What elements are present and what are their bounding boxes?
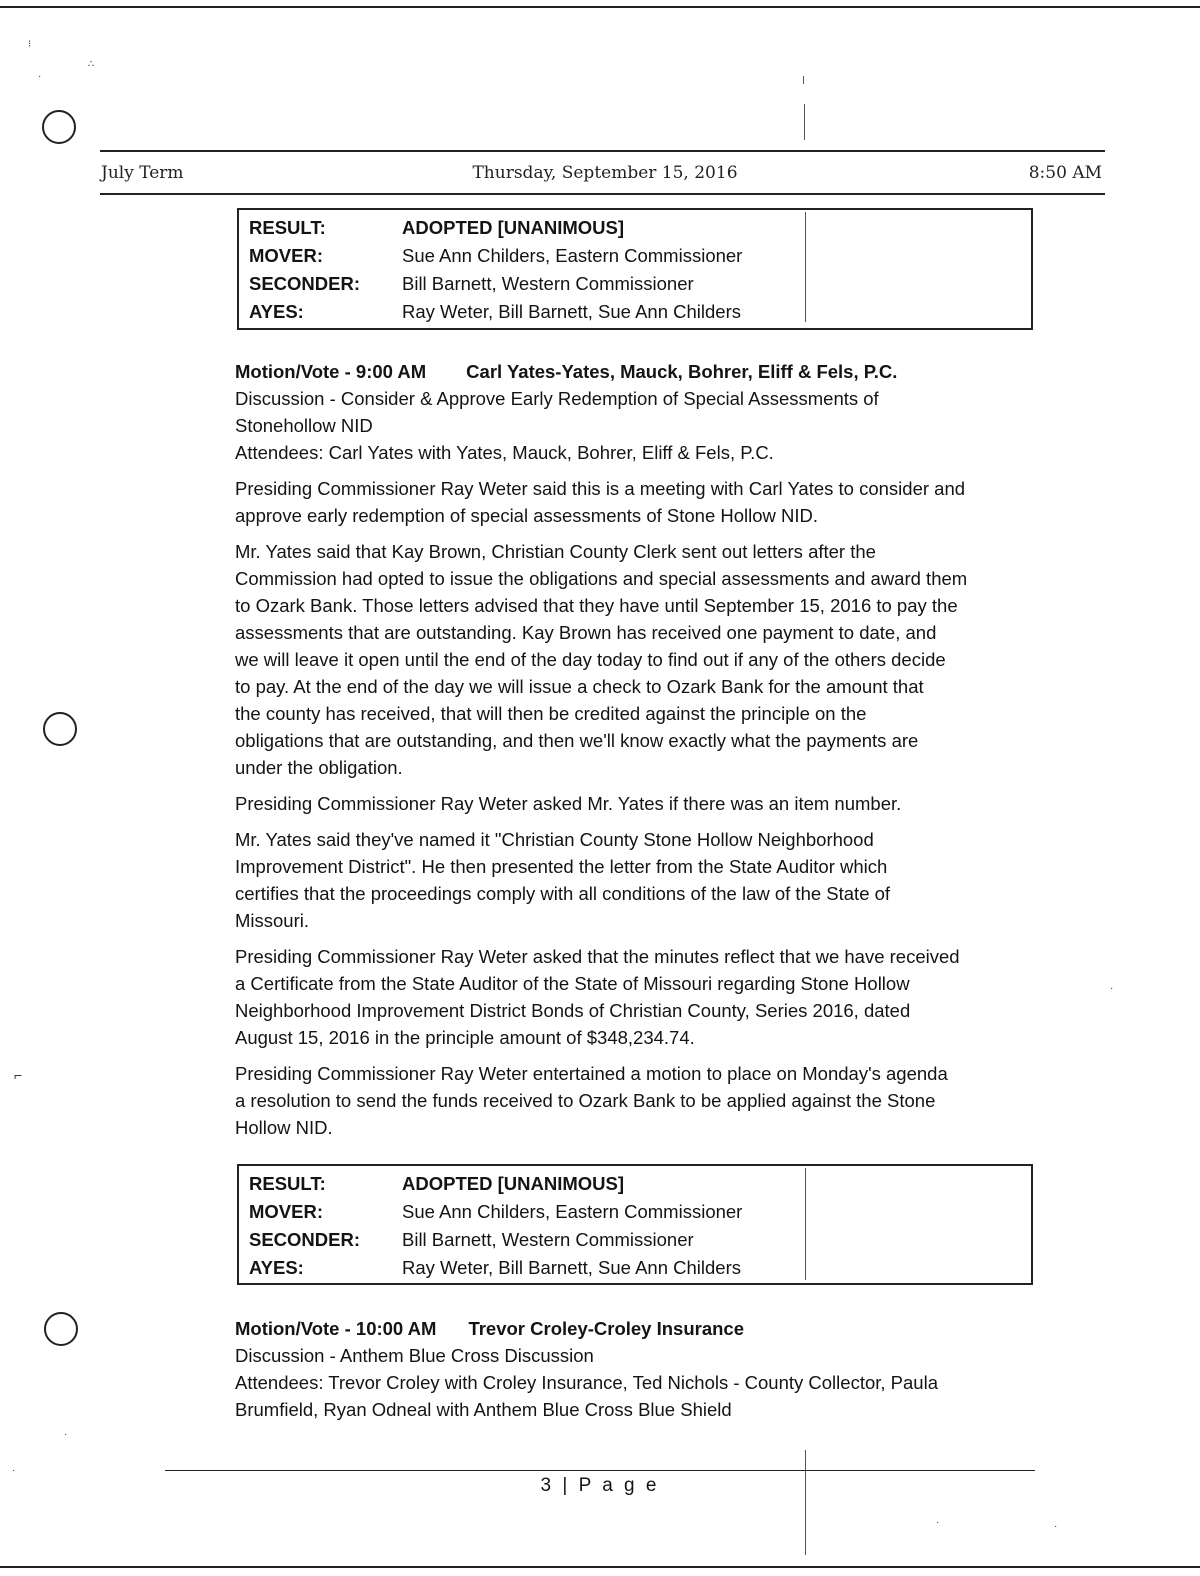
vote-key: SECONDER: <box>249 1229 361 1250</box>
text-line: Presiding Commissioner Ray Weter asked that the minutes reflect that we have received <box>235 946 960 967</box>
vote-value: ADOPTED [UNANIMOUS] <box>402 217 624 238</box>
text-line: under the obligation. <box>235 757 403 778</box>
vote-row-mover <box>249 242 1021 270</box>
text-line: to Ozark Bank. Those letters advised that they have until September 15, 2016 to pay the <box>235 595 958 616</box>
text-line: obligations that are outstanding, and then we'll know exactly what the payments are <box>235 730 919 751</box>
scan-speck-icon: ⌐ <box>14 1067 23 1083</box>
agenda-section-1 <box>235 358 1040 1150</box>
vote-row-result <box>249 1170 1021 1198</box>
vote-key: MOVER: <box>249 1201 323 1222</box>
attendees-line: Attendees: Carl Yates with Yates, Mauck, Bohrer, Eliff & Fels, P.C. <box>235 442 774 463</box>
text-line: August 15, 2016 in the principle amount of $348,234.74. <box>235 1027 695 1048</box>
vote-value: Bill Barnett, Western Commissioner <box>402 1229 694 1250</box>
header-rule-top <box>100 150 1105 152</box>
agenda-section-2 <box>235 1315 1040 1423</box>
paragraph <box>235 1060 1040 1141</box>
motion-label: Motion/Vote - 10:00 AM <box>235 1318 437 1339</box>
paragraph <box>235 475 1040 529</box>
vote-row-mover <box>249 1198 1021 1226</box>
attendees-line: Brumfield, Ryan Odneal with Anthem Blue Cross Blue Shield <box>235 1399 732 1420</box>
scan-speck-icon: · <box>1110 983 1114 994</box>
discussion-line: Stonehollow NID <box>235 415 373 436</box>
attendees-line: Attendees: Trevor Croley with Croley Insurance, Ted Nichols - County Collector, Paula <box>235 1372 938 1393</box>
vote-row-seconder <box>249 270 1021 298</box>
text-line: the county has received, that will then be credited against the principle on the <box>235 703 867 724</box>
vote-value: Ray Weter, Bill Barnett, Sue Ann Childers <box>402 1257 741 1278</box>
text-line: Presiding Commissioner Ray Weter said this is a meeting with Carl Yates to consider and <box>235 478 966 499</box>
vote-row-result <box>249 214 1021 242</box>
meeting-date: Thursday, September 15, 2016 <box>472 163 738 183</box>
text-line: Missouri. <box>235 910 310 931</box>
scan-speck-icon: · <box>64 1429 68 1440</box>
punch-hole-icon <box>43 712 77 746</box>
term-label: July Term <box>101 163 184 183</box>
text-line: we will leave it open until the end of the day today to find out if any of the others decide <box>235 649 946 670</box>
vote-key: MOVER: <box>249 245 323 266</box>
scan-mark-icon <box>803 76 804 84</box>
vote-value: Bill Barnett, Western Commissioner <box>402 273 694 294</box>
text-line: a resolution to send the funds received to Ozark Bank to be applied against the Stone <box>235 1090 936 1111</box>
vote-value: Sue Ann Childers, Eastern Commissioner <box>402 245 743 266</box>
scan-speck-icon: · <box>1054 1521 1058 1532</box>
top-border-line <box>0 6 1200 8</box>
scan-speck-icon: · <box>936 1517 940 1528</box>
punch-hole-icon <box>42 110 76 144</box>
scan-speck-icon: · <box>12 1465 16 1476</box>
paragraph <box>235 943 1040 1051</box>
vote-value: Sue Ann Childers, Eastern Commissioner <box>402 1201 743 1222</box>
text-line: Mr. Yates said they've named it "Christian County Stone Hollow Neighborhood <box>235 829 874 850</box>
meeting-time: 8:50 AM <box>1028 163 1102 183</box>
discussion-line: Discussion - Consider & Approve Early Redemption of Special Assessments of <box>235 388 879 409</box>
text-line: assessments that are outstanding. Kay Brown has received one payment to date, and <box>235 622 937 643</box>
scan-speck-icon: · <box>38 71 42 82</box>
text-line: certifies that the proceedings comply with all conditions of the law of the State of <box>235 883 891 904</box>
vote-key: SECONDER: <box>249 273 361 294</box>
text-line: Presiding Commissioner Ray Weter asked Mr. Yates if there was an item number. <box>235 793 902 814</box>
text-line: a Certificate from the State Auditor of the State of Missouri regarding Stone Hollow <box>235 973 910 994</box>
header-rule-bottom <box>100 193 1105 195</box>
vote-value: ADOPTED [UNANIMOUS] <box>402 1173 624 1194</box>
vote-value: Ray Weter, Bill Barnett, Sue Ann Childers <box>402 301 741 322</box>
vote-key: RESULT: <box>249 217 326 238</box>
scan-speck-icon: ∴ <box>88 59 95 70</box>
scan-speck-icon: ⁝ <box>28 39 32 50</box>
text-line: approve early redemption of special assessments of Stone Hollow NID. <box>235 505 819 526</box>
punch-hole-icon <box>44 1312 78 1346</box>
vote-row-seconder <box>249 1226 1021 1254</box>
footer-rule <box>165 1470 1035 1471</box>
text-line: Mr. Yates said that Kay Brown, Christian County Clerk sent out letters after the <box>235 541 876 562</box>
vote-row-ayes <box>249 1254 1021 1282</box>
text-line: Commission had opted to issue the obligations and special assessments and award them <box>235 568 968 589</box>
vote-result-table <box>237 208 1033 330</box>
vote-key: RESULT: <box>249 1173 326 1194</box>
motion-heading <box>235 1315 1040 1342</box>
motion-party: Trevor Croley-Croley Insurance <box>468 1318 745 1339</box>
paragraph <box>235 826 1040 934</box>
vote-result-table <box>237 1164 1033 1285</box>
text-line: Neighborhood Improvement District Bonds of Christian County, Series 2016, dated <box>235 1000 911 1021</box>
motion-label: Motion/Vote - 9:00 AM <box>235 361 427 382</box>
scan-mark-icon <box>805 1450 806 1555</box>
paragraph <box>235 790 1040 817</box>
vote-key: AYES: <box>249 1257 304 1278</box>
scan-mark-icon <box>804 104 805 140</box>
text-line: Presiding Commissioner Ray Weter entertained a motion to place on Monday's agenda <box>235 1063 948 1084</box>
paragraph <box>235 538 1040 781</box>
discussion-line: Discussion - Anthem Blue Cross Discussion <box>235 1345 594 1366</box>
text-line: Improvement District". He then presented the letter from the State Auditor which <box>235 856 888 877</box>
vote-row-ayes <box>249 298 1021 326</box>
text-line: to pay. At the end of the day we will issue a check to Ozark Bank for the amount that <box>235 676 924 697</box>
page-number: 3 | P a g e <box>540 1475 660 1496</box>
motion-party: Carl Yates-Yates, Mauck, Bohrer, Eliff & Fels, P.C. <box>466 361 898 382</box>
vote-key: AYES: <box>249 301 304 322</box>
text-line: Hollow NID. <box>235 1117 333 1138</box>
motion-heading <box>235 358 1040 385</box>
bottom-border-line <box>0 1566 1200 1568</box>
